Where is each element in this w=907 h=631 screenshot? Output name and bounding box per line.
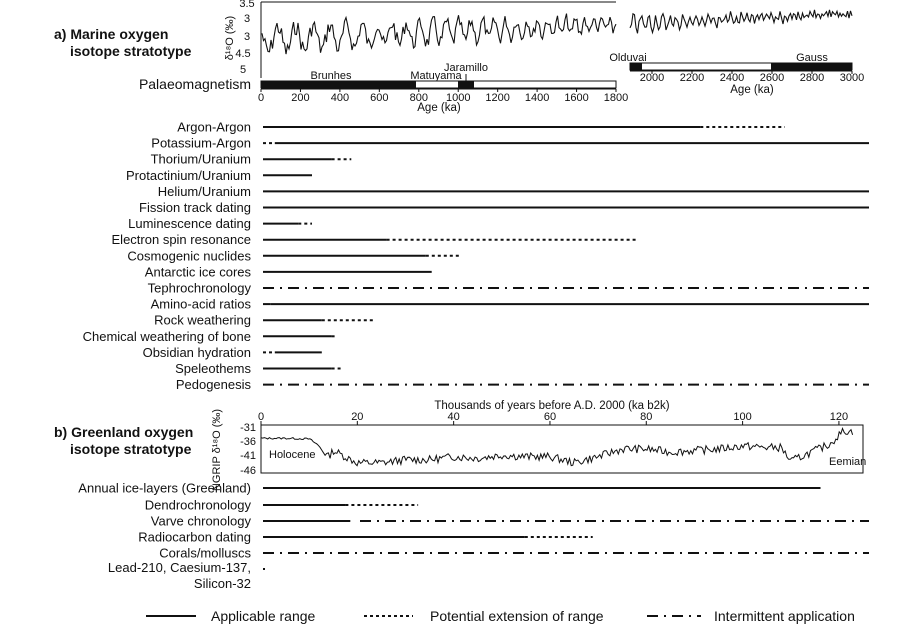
method-label: Potassium-Argon — [151, 135, 251, 151]
age-axis-1-tick: 0 — [257, 92, 265, 104]
age-axis-1-tick: 1800 — [603, 92, 629, 104]
legend — [146, 608, 855, 624]
method-label: Radiocarbon dating — [138, 529, 251, 545]
greenland-top-tick: 40 — [447, 411, 460, 423]
section-b-title-line2: isotope stratotype — [70, 441, 192, 457]
a-ytick-0: 3.5 — [239, 0, 255, 10]
legend-dashed-label: Intermittent application — [714, 608, 855, 624]
a-ytick-4: 5 — [239, 64, 247, 76]
legend-dotted-label: Potential extension of range — [430, 608, 604, 624]
age-axis-1-tick: 1400 — [524, 92, 550, 104]
greenland-isotope-panel — [211, 409, 866, 491]
greenland-top-axis — [258, 411, 848, 425]
dating-methods-b — [78, 481, 869, 592]
method-label: Speleothems — [175, 361, 251, 376]
palaeomagnetism-bar-right — [609, 52, 852, 70]
a-ytick-3: 4.5 — [235, 48, 251, 60]
method-label: Corals/molluscs — [159, 545, 251, 561]
greenland-top-tick: 60 — [543, 411, 557, 423]
method-label-multiline: Lead-210, Caesium-137, Silicon-32 — [107, 560, 251, 591]
age-axis-2 — [630, 71, 864, 84]
method-label: Amino-acid ratios — [150, 296, 251, 312]
age-axis-1-tick: 600 — [370, 92, 389, 104]
section-a-title-line2: isotope stratotype — [70, 43, 192, 59]
b-ytick-1: -36 — [240, 436, 256, 448]
method-label: Chemical weathering of bone — [82, 328, 251, 344]
greenland-top-tick: 120 — [829, 411, 849, 423]
legend-solid-label: Applicable range — [211, 608, 316, 624]
b-ytick-3: -46 — [240, 465, 256, 477]
method-label: Antarctic ice cores — [144, 264, 251, 280]
a-y-axis-label: δ¹⁸O (‰) — [224, 15, 236, 61]
method-label: Luminescence dating — [128, 216, 251, 232]
greenland-top-tick: 0 — [257, 411, 265, 423]
greenland-top-tick: 80 — [640, 411, 653, 423]
method-label: Electron spin resonance — [111, 232, 251, 248]
age-axis-1-tick: 1200 — [485, 92, 510, 104]
holocene-annotation: Holocene — [269, 449, 316, 461]
method-label: Helium/Uranium — [157, 183, 251, 199]
age-axis-2-tick: 2200 — [679, 72, 705, 84]
age-axis-1-tick: 1600 — [564, 92, 589, 104]
b-ytick-0: -31 — [240, 422, 256, 434]
section-a-title-line1: a) Marine oxygen — [54, 26, 169, 42]
chron-brunhes: Brunhes — [310, 70, 352, 82]
greenland-top-tick: 100 — [733, 411, 752, 423]
a-ytick-1: 3 — [243, 13, 251, 25]
palaeomagnetism-bar-left — [261, 62, 616, 88]
chron-gauss: Gauss — [796, 52, 828, 64]
method-label: Tephrochronology — [147, 280, 251, 296]
chron-olduvai: Olduvai — [609, 52, 647, 64]
ngrip-isotope-curve — [261, 429, 853, 466]
method-label: Annual ice-layers (Greenland) — [78, 480, 251, 496]
age-axis-1-label: Age (ka) — [417, 102, 461, 114]
method-label: Thorium/Uranium — [150, 151, 251, 167]
dating-methods-a — [83, 120, 869, 393]
method-label: Protactinium/Uranium — [126, 167, 251, 183]
palaeomagnetism-label: Palaeomagnetism — [138, 76, 251, 92]
method-label: Cosmogenic nuclides — [127, 248, 251, 264]
method-label: Pedogenesis — [175, 377, 251, 393]
method-label: Argon-Argon — [177, 119, 251, 135]
method-label: Rock weathering — [154, 312, 251, 328]
age-axis-2-tick: 2600 — [759, 72, 785, 84]
greenland-top-axis-label: Thousands of years before A.D. 2000 (ka b2k) — [434, 400, 670, 412]
marine-isotope-curve — [262, 10, 852, 54]
method-label: Fission track dating — [139, 200, 251, 215]
age-axis-1-tick: 1000 — [445, 92, 471, 104]
age-axis-2-tick: 3000 — [839, 72, 865, 84]
age-axis-2-label: Age (ka) — [730, 84, 774, 96]
chron-matuyama: Matuyama — [410, 70, 462, 82]
age-axis-1-tick: 200 — [291, 92, 310, 104]
age-axis-1-tick: 800 — [409, 92, 428, 104]
method-label: Varve chronology — [150, 513, 251, 529]
age-axis-2-tick: 2400 — [719, 72, 745, 84]
method-label: Obsidian hydration — [142, 344, 251, 360]
chron-jaramillo: Jaramillo — [443, 62, 489, 74]
b-ytick-2: -41 — [240, 450, 256, 462]
section-b-title-line1: b) Greenland oxygen — [54, 424, 194, 440]
eemian-annotation: Eemian — [829, 456, 867, 468]
age-axis-2-tick: 2800 — [799, 72, 825, 84]
greenland-top-tick: 20 — [351, 411, 364, 423]
b-y-axis-label: NGRIP δ¹⁸O (‰) — [211, 408, 223, 492]
age-axis-2-tick: 2000 — [639, 72, 665, 84]
age-axis-1-tick: 400 — [330, 92, 350, 104]
method-label: Dendrochronology — [144, 497, 251, 513]
a-ytick-2: 3 — [243, 31, 251, 43]
